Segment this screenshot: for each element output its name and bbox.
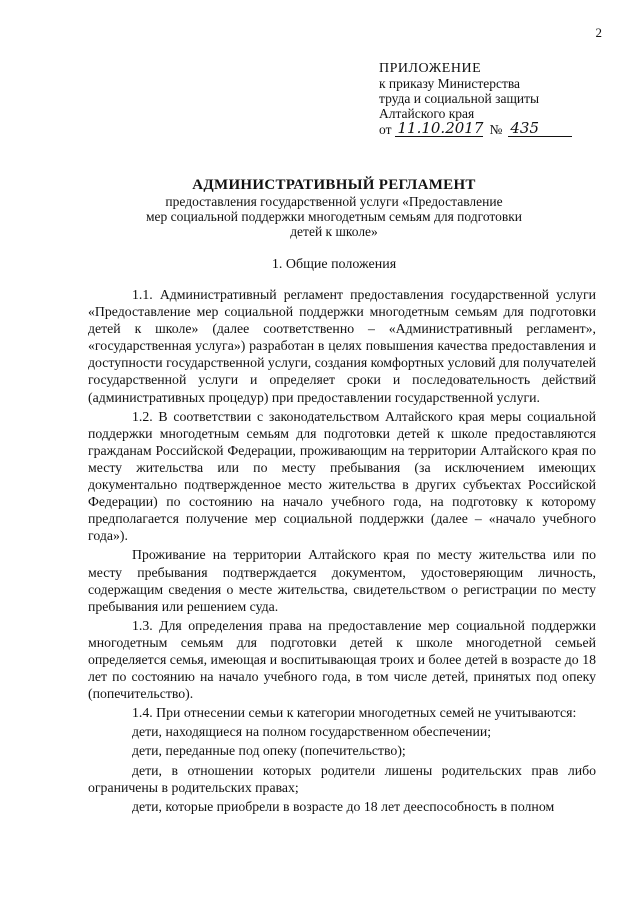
paragraph-1-3: 1.3. Для определения права на предоставление мер социальной поддержки многодетным семьям для подготовки детей к школе многодетной семьей определяется семья, имеющая и воспитывающая троих и более детей в возрасте до 18 лет по состоянию на начало учебного года, в том числе детей, принятых под опеку (попечительство). (88, 617, 596, 702)
from-label: от (379, 122, 392, 137)
list-item: дети, переданные под опеку (попечительство); (132, 743, 406, 759)
paragraph-1-4: 1.4. При отнесении семьи к категории многодетных семей не учитываются: (132, 705, 577, 721)
paragraph-1-1: 1.1. Административный регламент предоставления государственной услуги «Предоставление мер социальной поддержки многодетным семьям для подготовки детей к школе» (далее соответственно – «Административный регламент», «государственная услуга») разработан в целях повышения качества предоставления и доступности государственной услуги, создания комфортных условий для получателей государственной услуги и определяет сроки и последовательность действий (административных процедур) при предоставлении государственной услуги. (88, 287, 596, 405)
paragraph-1-2: 1.2. В соответствии с законодательством Алтайского края меры социальной поддержки многодетным семьям для подготовки детей к школе предоставляются гражданам Российской Федерации, проживающим на территории Алтайского края по месту жительства или по месту пребывания (за исключением имеющих документально подтвержденное место жительства в других субъектах Российской Федерации) по состоянию на начало учебного года, на подготовку к которому предполагается получение мер социальной поддержки (далее – «начало учебного года»). (88, 408, 596, 544)
appendix-line-3: Алтайского края (379, 106, 475, 121)
document-title-block (60, 177, 608, 239)
list-item: дети, которые приобрели в возрасте до 18 лет дееспособность в полном (132, 798, 555, 814)
document-subtitle-line-1: предоставления государственной услуги «Предоставление (165, 194, 503, 209)
document-title: АДМИНИСТРАТИВНЫЙ РЕГЛАМЕНТ (192, 177, 476, 193)
document-subtitle-line-3: детей к школе» (290, 224, 378, 239)
handwritten-number: 435 (508, 121, 572, 137)
order-date-number-row (379, 121, 572, 137)
paragraph-residence: Проживание на территории Алтайского края по месту жительства или по месту пребывания подтверждается документом, удостоверяющим личность, содержащим сведения о месте жительства, свидетельством о регистрации по месту пребывания или решением суда. (88, 547, 596, 614)
document-subtitle-line-2: мер социальной поддержки многодетным семьям для подготовки (145, 209, 523, 224)
appendix-line-2: труда и социальной защиты (379, 91, 540, 106)
appendix-heading: ПРИЛОЖЕНИЕ (379, 61, 482, 76)
list-item: дети, в отношении которых родители лишены родительских прав либо ограничены в родительских правах; (88, 762, 596, 795)
handwritten-date: 11.10.2017 (397, 119, 484, 137)
number-label: № (489, 122, 503, 137)
appendix-block (379, 61, 572, 137)
appendix-line-1: к приказу Министерства (379, 76, 521, 91)
page-number: 2 (595, 25, 602, 40)
section-heading: 1. Общие положения (271, 257, 397, 272)
document-body (88, 286, 596, 815)
list-item: дети, находящиеся на полном государственном обеспечении; (132, 724, 492, 740)
